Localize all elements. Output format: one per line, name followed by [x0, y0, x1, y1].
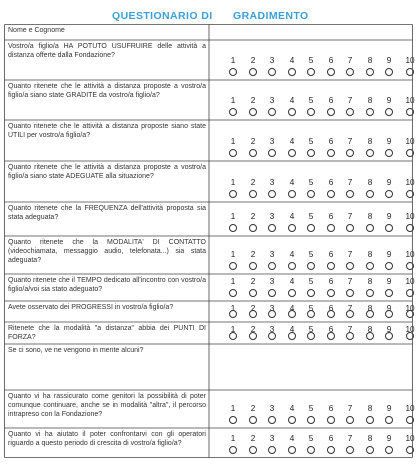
- question-text: Ritenete che la modalità "a distanza" abbia dei PUNTI DI FORZA?: [8, 325, 206, 342]
- question-text: Quanto ritenete che il TEMPO dedicato all'incontro con vostro/a figlio/a/voi sia stato adeguato?: [8, 277, 206, 294]
- scale-number: 10: [405, 404, 415, 413]
- scale-number: 3: [269, 304, 275, 313]
- scale-number: 8: [367, 137, 373, 146]
- scale-number: 6: [328, 304, 334, 313]
- scale-number: 4: [289, 250, 295, 259]
- scale-number: 1: [230, 304, 236, 313]
- scale-number: 1: [230, 212, 236, 221]
- question-text: Se ci sono, ve ne vengono in mente alcuni?: [8, 347, 144, 354]
- scale-number: 8: [367, 325, 373, 334]
- question-text: Quanto ritenete che le attività a distanza proposte siano state UTILI per vostro/a figlio/a?: [8, 123, 206, 140]
- scale-number: 4: [289, 137, 295, 146]
- scale-number: 4: [289, 277, 295, 286]
- scale-number: 6: [328, 404, 334, 413]
- scale-number: 5: [308, 434, 314, 443]
- scale-number: 3: [269, 96, 275, 105]
- scale-number: 2: [250, 325, 256, 334]
- scale-number: 9: [386, 325, 392, 334]
- scale-number: 1: [230, 277, 236, 286]
- scale-number: 6: [328, 277, 334, 286]
- scale-number: 10: [405, 250, 415, 259]
- scale-number: 10: [405, 325, 415, 334]
- scale-number: 3: [269, 212, 275, 221]
- scale-number: 8: [367, 250, 373, 259]
- scale-number: 6: [328, 56, 334, 65]
- scale-number: 3: [269, 404, 275, 413]
- scale-number: 5: [308, 56, 314, 65]
- title-left: QUESTIONARIO DI: [112, 10, 213, 22]
- scale-number: 2: [250, 277, 256, 286]
- scale-number: 10: [405, 212, 415, 221]
- scale-number: 1: [230, 404, 236, 413]
- scale-number: 1: [230, 178, 236, 187]
- scale-number: 9: [386, 250, 392, 259]
- scale-number: 5: [308, 304, 314, 313]
- scale-number: 7: [347, 178, 353, 187]
- scale-number: 5: [308, 137, 314, 146]
- scale-number: 3: [269, 137, 275, 146]
- scale-number: 7: [347, 325, 353, 334]
- scale-number: 9: [386, 137, 392, 146]
- scale-number: 1: [230, 434, 236, 443]
- scale-number: 8: [367, 404, 373, 413]
- scale-number: 1: [230, 56, 236, 65]
- question-text: Avete osservato dei PROGRESSI in vostro/a figlio/a?: [8, 304, 174, 311]
- question-text: Quanto ritenete che la FREQUENZA dell'attività proposta sia stata adeguata?: [8, 205, 206, 222]
- scale-number: 7: [347, 434, 353, 443]
- scale-number: 6: [328, 137, 334, 146]
- scale-number: 2: [250, 137, 256, 146]
- scale-number: 9: [386, 212, 392, 221]
- scale-number: 2: [250, 250, 256, 259]
- scale-number: 10: [405, 56, 415, 65]
- scale-number: 9: [386, 404, 392, 413]
- name-label: Nome e Cognome: [8, 27, 65, 34]
- scale-number: 1: [230, 137, 236, 146]
- scale-number: 4: [289, 96, 295, 105]
- table-grid-lines: [4, 24, 413, 458]
- question-text: Quanto ritenete che la MODALITA' DI CONTATTO (videochiamata, messaggio audio, telefonata...) sia stata adeguata?: [8, 239, 206, 265]
- scale-number: 8: [367, 277, 373, 286]
- scale-number: 6: [328, 96, 334, 105]
- scale-number: 7: [347, 137, 353, 146]
- scale-number: 10: [405, 434, 415, 443]
- scale-number: 2: [250, 96, 256, 105]
- scale-number: 7: [347, 277, 353, 286]
- scale-number: 5: [308, 277, 314, 286]
- question-text: Quanto vi ha rassicurato come genitori la possibilità di poter comunque continuare, anche se in modalità "altra", il percorso intrapreso con la Fondazione?: [8, 393, 206, 419]
- question-text: [4, 458, 209, 460]
- question-text: Quanto vi ha aiutato il poter confrontarvi con gli operatori riguardo a questo periodo di crescita di vostro/a figlio/a?: [8, 431, 206, 448]
- scale-number: 9: [386, 434, 392, 443]
- question-text: Quanto ritenete che le attività a distanza proposte a vostro/a figlio/a siano state GRADITE da vostro/a figlio/a?: [8, 83, 206, 100]
- scale-number: 10: [405, 96, 415, 105]
- title-right: GRADIMENTO: [233, 10, 309, 22]
- scale-number: 3: [269, 325, 275, 334]
- scale-number: 9: [386, 56, 392, 65]
- scale-number: 3: [269, 277, 275, 286]
- scale-number: 4: [289, 304, 295, 313]
- scale-number: 8: [367, 96, 373, 105]
- scale-number: 7: [347, 250, 353, 259]
- scale-number: 2: [250, 178, 256, 187]
- scale-number: 7: [347, 304, 353, 313]
- scale-number: 8: [367, 304, 373, 313]
- scale-number: 9: [386, 178, 392, 187]
- scale-number: 4: [289, 404, 295, 413]
- scale-number: 2: [250, 212, 256, 221]
- scale-number: 5: [308, 212, 314, 221]
- scale-number: 6: [328, 434, 334, 443]
- scale-number: 2: [250, 434, 256, 443]
- scale-number: 4: [289, 212, 295, 221]
- scale-number: 8: [367, 434, 373, 443]
- scale-number: 2: [250, 56, 256, 65]
- scale-number: 2: [250, 404, 256, 413]
- question-text: Quanto ritenete che le attività a distanza proposte a vostro/a figlio/a siano state ADEGUATE alla situazione?: [8, 164, 206, 181]
- scale-number: 5: [308, 404, 314, 413]
- scale-number: 9: [386, 277, 392, 286]
- scale-number: 6: [328, 325, 334, 334]
- scale-number: 6: [328, 250, 334, 259]
- scale-number: 8: [367, 178, 373, 187]
- scale-number: 7: [347, 56, 353, 65]
- scale-number: 5: [308, 250, 314, 259]
- scale-number: 3: [269, 250, 275, 259]
- scale-number: 8: [367, 56, 373, 65]
- scale-number: 1: [230, 325, 236, 334]
- form-title: [0, 0, 417, 24]
- scale-number: 5: [308, 178, 314, 187]
- scale-number: 3: [269, 56, 275, 65]
- scale-number: 10: [405, 304, 415, 313]
- scale-number: 3: [269, 178, 275, 187]
- scale-number: 1: [230, 96, 236, 105]
- scale-number: 5: [308, 96, 314, 105]
- scale-number: 1: [230, 250, 236, 259]
- scale-number: 10: [405, 178, 415, 187]
- questionnaire-table: [4, 24, 413, 458]
- scale-number: 6: [328, 212, 334, 221]
- scale-number: 4: [289, 325, 295, 334]
- question-text: Vostro/a figlio/a HA POTUTO USUFRUIRE delle attività a distanza offerte dalla Fondazione?: [8, 43, 206, 60]
- scale-number: 5: [308, 325, 314, 334]
- scale-number: 7: [347, 212, 353, 221]
- scale-number: 4: [289, 178, 295, 187]
- scale-number: 7: [347, 404, 353, 413]
- scale-number: 3: [269, 434, 275, 443]
- scale-number: 8: [367, 212, 373, 221]
- scale-number: 2: [250, 304, 256, 313]
- scale-number: 6: [328, 178, 334, 187]
- scale-number: 7: [347, 96, 353, 105]
- scale-number: 10: [405, 137, 415, 146]
- scale-number: 9: [386, 304, 392, 313]
- scale-number: 10: [405, 277, 415, 286]
- scale-number: 9: [386, 96, 392, 105]
- scale-number: 4: [289, 434, 295, 443]
- scale-number: 4: [289, 56, 295, 65]
